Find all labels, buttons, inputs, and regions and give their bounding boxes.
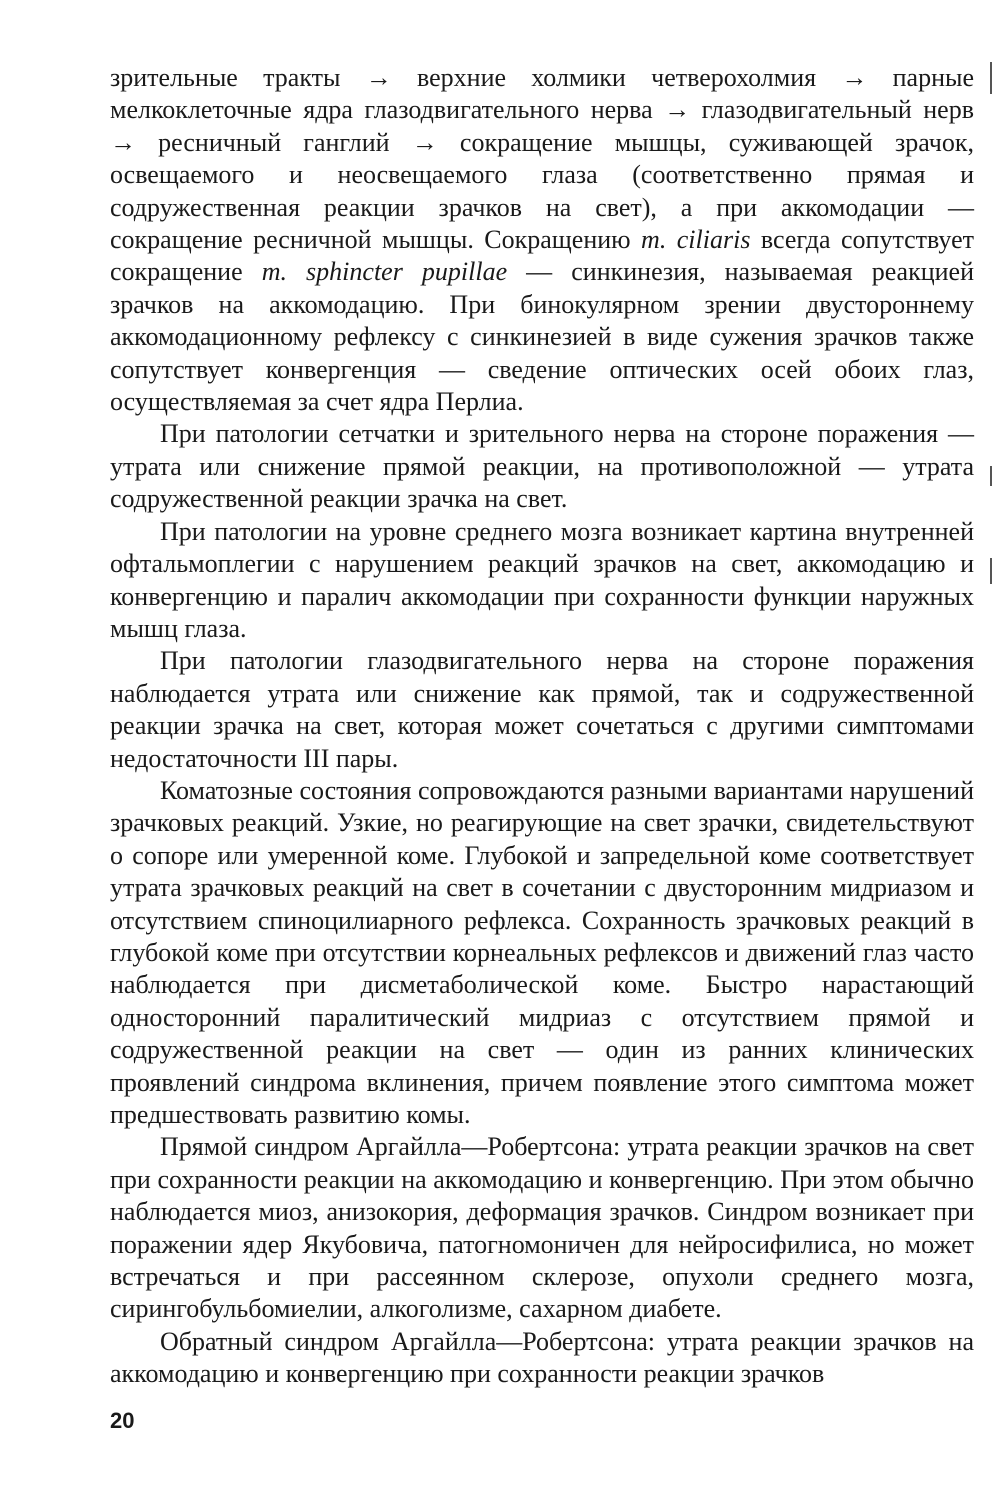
paragraph: Прямой синдром Аргайлла—Робертсона: утрата реакции зрачков на свет при сохранности реакции на аккомодацию и конвергенцию. При этом обычно наблюдается миоз, анизокория, деформация зрачков. Синдром возникает при поражении ядер Якубовича, патогномоничен для нейросифилиса, но может встречаться и при рассеянном склерозе, опухоли среднего мозга, сирингобульбомиелии, алкоголизме, сахарном диабете. [110,1132,974,1324]
paragraph: зрительные тракты → верхние холмики четверохолмия → парные мелкоклеточные ядра глазодвигательного нерва → глазодвигательный нерв → ресничный ганглий → сокращение мышцы, суживающей зрачок, освещаемого и неосвещаемого глаза (соответственно прямая и содружественная реакции зрачков на свет), а при аккомодации — сокращение ресничной мышцы. Сокращению m. ciliaris всегда сопутствует сокращение m. sphincter pupillae — синкинезия, называемая реакцией зрачков на аккомодацию. При бинокулярном зрении двустороннему аккомодационному рефлексу с синкинезией в виде сужения зрачков также сопутствует конвергенция — сведение оптических осей обоих глаз, осуществляемая за счет ядра Перлиа. [110,63,974,417]
paragraph: Обратный синдром Аргайлла—Робертсона: утрата реакции зрачков на аккомодацию и конвергенцию при сохранности реакции зрачков [110,1326,974,1389]
paragraph: При патологии на уровне среднего мозга возникает картина внутренней офтальмоплегии с нарушением реакций зрачков на свет, аккомодацию и конвергенцию и паралич аккомодации при сохранности функции наружных мышц глаза. [110,516,974,643]
paragraph: При патологии сетчатки и зрительного нерва на стороне поражения — утрата или снижение прямой реакции, на противоположной — утрата содружественной реакции зрачка на свет. [110,419,974,514]
paragraph: Коматозные состояния сопровождаются разными вариантами нарушений зрачковых реакций. Узкие, но реагирующие на свет зрачки, свидетельствуют о сопоре или умеренной коме. Глубокой и запредельной коме соответствует утрата зрачковых реакций на свет в сочетании с двусторонним мидриазом и отсутствием спиноцилиарного рефлекса. Сохранность зрачковых реакций в глубокой коме при отсутствии корнеальных рефлексов и движений глаз часто наблюдается при дисметаболической коме. Быстро нарастающий односторонний паралитический мидриаз с отсутствием прямой и содружественной реакции на свет — один из ранних клинических проявлений синдрома вклинения, причем появление этого симптома может предшествовать развитию комы. [110,775,974,1129]
page-number: 20 [110,1408,135,1433]
margin-scan-mark [990,62,992,94]
margin-scan-mark [990,558,992,584]
paragraph: При патологии глазодвигательного нерва на стороне поражения наблюдается утрата или снижение как прямой, так и содружественной реакции зрачка на свет, которая может сочетаться с другими симптомами недостаточности III пары. [110,646,974,773]
margin-scan-mark [990,466,992,486]
page-body [110,62,974,1391]
